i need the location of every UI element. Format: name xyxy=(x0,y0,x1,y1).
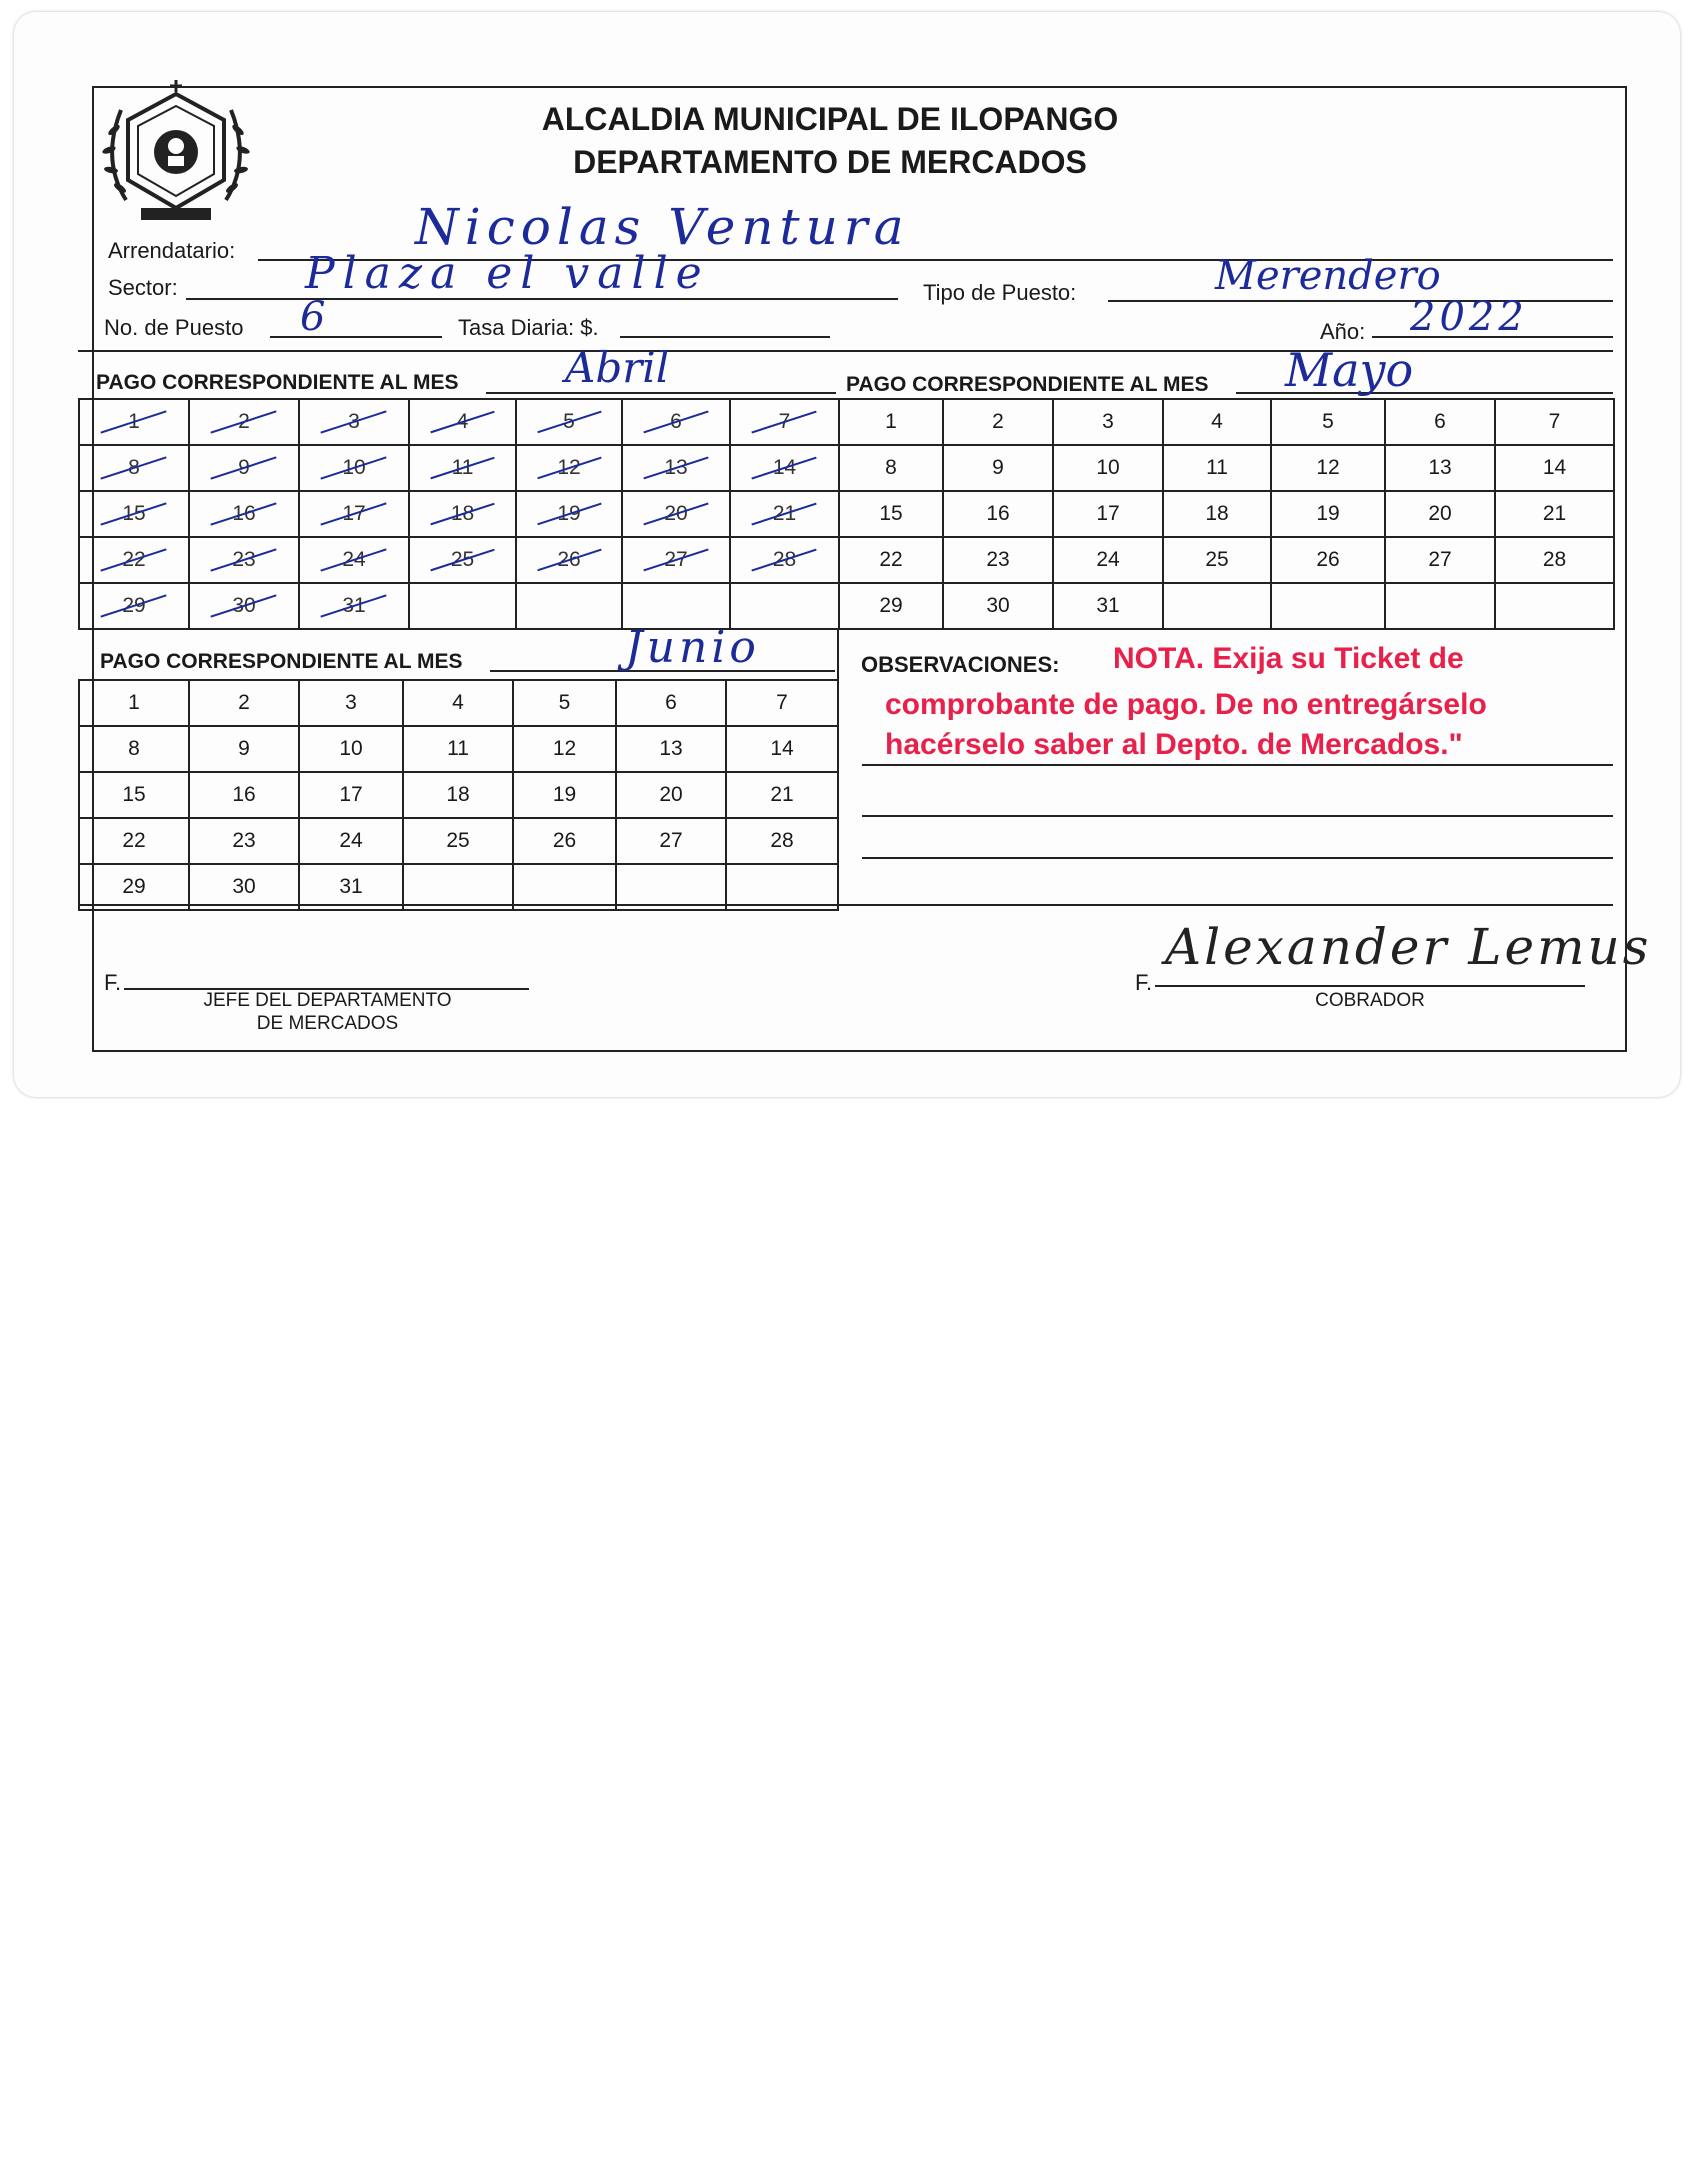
day-cell[interactable]: 1 xyxy=(839,399,943,445)
day-cell[interactable]: 16 xyxy=(943,491,1053,537)
day-cell[interactable]: 6 xyxy=(616,680,726,726)
day-cell[interactable]: 13 xyxy=(1385,445,1495,491)
day-cell[interactable]: 3 xyxy=(299,399,409,445)
day-cell[interactable]: 31 xyxy=(299,583,409,629)
empty-cell xyxy=(1271,583,1385,629)
day-cell[interactable]: 14 xyxy=(1495,445,1614,491)
day-cell[interactable]: 18 xyxy=(1163,491,1271,537)
day-cell[interactable]: 22 xyxy=(79,818,189,864)
day-cell[interactable]: 24 xyxy=(1053,537,1163,583)
cobrador-f-label: F. xyxy=(1135,970,1153,995)
day-cell[interactable]: 16 xyxy=(189,491,299,537)
day-cell[interactable]: 9 xyxy=(189,726,299,772)
day-cell[interactable]: 27 xyxy=(1385,537,1495,583)
day-cell[interactable]: 29 xyxy=(79,864,189,910)
day-cell[interactable]: 11 xyxy=(1163,445,1271,491)
day-cell[interactable]: 20 xyxy=(616,772,726,818)
day-cell[interactable]: 15 xyxy=(79,772,189,818)
day-cell[interactable]: 29 xyxy=(79,583,189,629)
day-cell[interactable]: 12 xyxy=(513,726,616,772)
empty-cell xyxy=(516,583,622,629)
day-cell[interactable]: 7 xyxy=(726,680,838,726)
month2-label: PAGO CORRESPONDIENTE AL MES xyxy=(846,373,1209,396)
day-cell[interactable]: 5 xyxy=(1271,399,1385,445)
day-cell[interactable]: 5 xyxy=(513,680,616,726)
day-cell[interactable]: 21 xyxy=(730,491,839,537)
day-cell[interactable]: 10 xyxy=(299,726,403,772)
note-line3: hacérselo saber al Depto. de Mercados." xyxy=(885,728,1463,761)
day-cell[interactable]: 31 xyxy=(299,864,403,910)
cobrador-signature-line xyxy=(1155,985,1585,987)
day-cell[interactable]: 24 xyxy=(299,537,409,583)
cobrador-signature: Alexander Lemus xyxy=(1165,918,1652,976)
divider-signatures xyxy=(78,904,1613,906)
day-cell[interactable]: 4 xyxy=(1163,399,1271,445)
header-title-line1: ALCALDIA MUNICIPAL DE ILOPANGO xyxy=(541,101,1119,137)
day-cell[interactable]: 22 xyxy=(79,537,189,583)
day-cell[interactable]: 27 xyxy=(622,537,730,583)
day-cell[interactable]: 3 xyxy=(1053,399,1163,445)
day-cell[interactable]: 19 xyxy=(1271,491,1385,537)
day-cell[interactable]: 13 xyxy=(622,445,730,491)
day-cell[interactable]: 9 xyxy=(189,445,299,491)
day-cell[interactable]: 2 xyxy=(943,399,1053,445)
month2-grid xyxy=(838,398,1615,630)
jefe-label-line2: DE MERCADOS xyxy=(256,1013,399,1034)
note-line1: NOTA. Exija su Ticket de xyxy=(1113,642,1464,675)
day-cell[interactable]: 18 xyxy=(409,491,516,537)
day-cell[interactable]: 14 xyxy=(730,445,839,491)
day-cell[interactable]: 2 xyxy=(189,399,299,445)
month1-label: PAGO CORRESPONDIENTE AL MES xyxy=(96,371,459,394)
day-cell[interactable]: 22 xyxy=(839,537,943,583)
day-cell[interactable]: 17 xyxy=(1053,491,1163,537)
day-cell[interactable]: 28 xyxy=(730,537,839,583)
day-cell[interactable]: 7 xyxy=(730,399,839,445)
day-cell[interactable]: 12 xyxy=(1271,445,1385,491)
day-cell[interactable]: 18 xyxy=(403,772,513,818)
month3-label: PAGO CORRESPONDIENTE AL MES xyxy=(100,650,463,673)
day-cell[interactable]: 8 xyxy=(79,726,189,772)
day-cell[interactable]: 28 xyxy=(726,818,838,864)
day-cell[interactable]: 25 xyxy=(1163,537,1271,583)
puesto-underline xyxy=(270,336,442,338)
sector-label: Sector: xyxy=(108,275,178,300)
day-cell[interactable]: 17 xyxy=(299,772,403,818)
day-cell[interactable]: 7 xyxy=(1495,399,1614,445)
day-cell[interactable]: 4 xyxy=(409,399,516,445)
arrendatario-value: Nicolas Ventura xyxy=(415,198,910,256)
day-cell[interactable]: 15 xyxy=(839,491,943,537)
day-cell[interactable]: 20 xyxy=(1385,491,1495,537)
day-cell[interactable]: 11 xyxy=(409,445,516,491)
day-cell[interactable]: 28 xyxy=(1495,537,1614,583)
day-cell[interactable]: 23 xyxy=(189,818,299,864)
header-title-line2: DEPARTAMENTO DE MERCADOS xyxy=(573,144,1087,180)
month3-value: Junio xyxy=(625,622,760,673)
day-cell[interactable]: 23 xyxy=(189,537,299,583)
day-cell[interactable]: 25 xyxy=(403,818,513,864)
day-cell[interactable]: 13 xyxy=(616,726,726,772)
day-cell[interactable]: 25 xyxy=(409,537,516,583)
day-cell[interactable]: 19 xyxy=(513,772,616,818)
month2-value: Mayo xyxy=(1285,343,1414,397)
day-cell[interactable]: 26 xyxy=(513,818,616,864)
tipo-value: Merendero xyxy=(1215,253,1441,299)
day-cell[interactable]: 10 xyxy=(1053,445,1163,491)
day-cell[interactable]: 1 xyxy=(79,680,189,726)
month1-underline xyxy=(486,392,836,394)
month1-grid xyxy=(78,398,840,630)
day-cell[interactable]: 27 xyxy=(616,818,726,864)
tipo-label: Tipo de Puesto: xyxy=(923,280,1077,305)
day-cell[interactable]: 2 xyxy=(189,680,299,726)
day-cell[interactable]: 14 xyxy=(726,726,838,772)
day-cell[interactable]: 21 xyxy=(1495,491,1614,537)
arrendatario-label: Arrendatario: xyxy=(108,238,236,263)
empty-cell xyxy=(1385,583,1495,629)
day-cell[interactable]: 31 xyxy=(1053,583,1163,629)
anio-value: 2022 xyxy=(1410,294,1528,340)
month3-grid xyxy=(78,679,839,911)
municipal-seal-icon xyxy=(96,80,256,230)
empty-cell xyxy=(1495,583,1614,629)
tasa-underline xyxy=(620,336,830,338)
jefe-f-label: F. xyxy=(104,970,122,995)
day-cell[interactable]: 15 xyxy=(79,491,189,537)
obs-line-2 xyxy=(862,815,1613,817)
jefe-label-line1: JEFE DEL DEPARTAMENTO xyxy=(203,990,452,1011)
tipo-underline xyxy=(1108,300,1613,302)
day-cell[interactable]: 4 xyxy=(403,680,513,726)
note-line2: comprobante de pago. De no entregárselo xyxy=(885,688,1487,721)
day-cell[interactable]: 12 xyxy=(516,445,622,491)
day-cell[interactable]: 24 xyxy=(299,818,403,864)
day-cell[interactable]: 8 xyxy=(839,445,943,491)
day-cell[interactable]: 26 xyxy=(516,537,622,583)
day-cell[interactable]: 30 xyxy=(189,583,299,629)
day-cell[interactable]: 10 xyxy=(299,445,409,491)
day-cell[interactable]: 9 xyxy=(943,445,1053,491)
month1-value: Abril xyxy=(565,343,670,392)
anio-label: Año: xyxy=(1320,319,1366,344)
day-cell[interactable]: 8 xyxy=(79,445,189,491)
day-cell[interactable]: 19 xyxy=(516,491,622,537)
day-cell[interactable]: 11 xyxy=(403,726,513,772)
day-cell[interactable]: 6 xyxy=(1385,399,1495,445)
day-cell[interactable]: 20 xyxy=(622,491,730,537)
cobrador-label: COBRADOR xyxy=(1315,990,1425,1011)
obs-line-1 xyxy=(862,764,1613,766)
day-cell[interactable]: 3 xyxy=(299,680,403,726)
puesto-label: No. de Puesto xyxy=(104,315,244,340)
empty-cell xyxy=(409,583,516,629)
tasa-label: Tasa Diaria: $. xyxy=(458,315,599,340)
sector-value: Plaza el valle xyxy=(305,248,710,299)
day-cell[interactable]: 1 xyxy=(79,399,189,445)
empty-cell xyxy=(1163,583,1271,629)
obs-line-3 xyxy=(862,857,1613,859)
day-cell[interactable]: 30 xyxy=(189,864,299,910)
puesto-value: 6 xyxy=(300,294,326,340)
day-cell[interactable]: 17 xyxy=(299,491,409,537)
day-cell[interactable]: 23 xyxy=(943,537,1053,583)
day-cell[interactable]: 6 xyxy=(622,399,730,445)
day-cell[interactable]: 29 xyxy=(839,583,943,629)
vertical-divider xyxy=(837,630,839,906)
day-cell[interactable]: 26 xyxy=(1271,537,1385,583)
day-cell[interactable]: 16 xyxy=(189,772,299,818)
day-cell[interactable]: 21 xyxy=(726,772,838,818)
day-cell[interactable]: 30 xyxy=(943,583,1053,629)
observaciones-label: OBSERVACIONES: xyxy=(861,652,1060,677)
day-cell[interactable]: 5 xyxy=(516,399,622,445)
